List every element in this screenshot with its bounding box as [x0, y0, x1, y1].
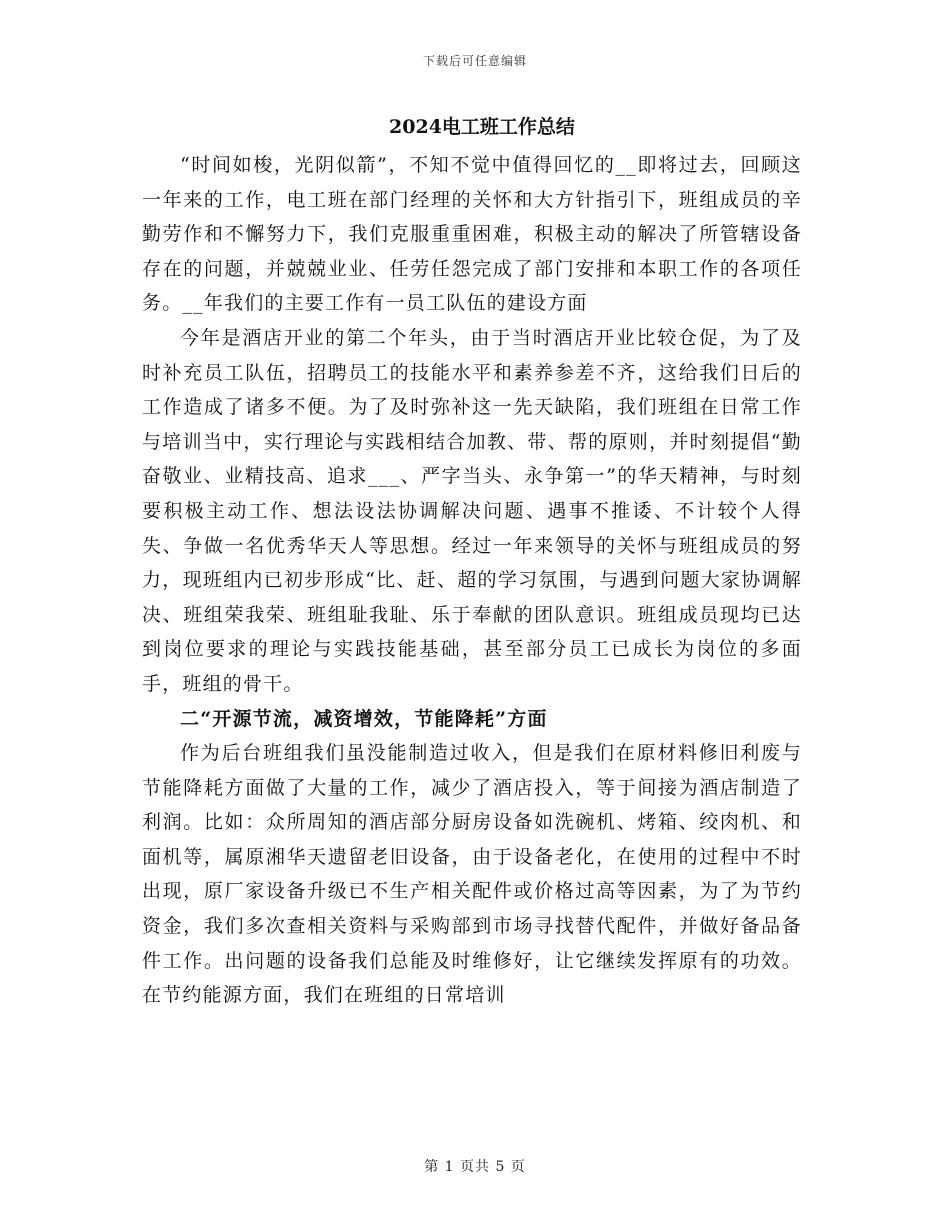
page-header: 下载后可任意编辑 [422, 54, 527, 68]
section-heading: 二“开源节流，减资增效，节能降耗”方面 [180, 707, 548, 730]
page-footer: 第 1 页共 5 页 [424, 1159, 526, 1175]
paragraph-intro: “时间如梭，光阴似箭”，不知不觉中值得回忆的__即将过去，回顾这一年来的工作，电工班在部门经理的关怀和大方针指引下，班组成员的辛勤劳作和不懈努力下，我们克服重重困难，积极主动的解决了所管辖设备存在的问题，并兢兢业业、任劳任怨完成了部门安排和本职工作的各项任务。__年我们的主要工作有一员工队伍的建设方面 [142, 154, 802, 315]
paragraph-savings: 作为后台班组我们虽没能制造过收入，但是我们在原材料修旧利废与节能降耗方面做了大量的工作，减少了酒店投入，等于间接为酒店制造了利润。比如：众所周知的酒店部分厨房设备如洗碗机、烤箱、绞肉机、和面机等，属原湘华天遗留老旧设备，由于设备老化，在使用的过程中不时出现，原厂家设备升级已不生产相关配件或价格过高等因素，为了为节约资金，我们多次查相关资料与采购部到市场寻找替代配件，并做好备品备件工作。出问题的设备我们总能及时维修好，让它继续发挥原有的功效。在节约能源方面，我们在班组的日常培训 [142, 742, 802, 1007]
document-body [142, 112, 802, 1013]
paragraph-staff: 今年是酒店开业的第二个年头，由于当时酒店开业比较仓促，为了及时补充员工队伍，招聘员工的技能水平和素养参差不齐，这给我们日后的工作造成了诸多不便。为了及时弥补这一先天缺陷，我们班组在日常工作与培训当中，实行理论与实践相结合加教、带、帮的原则，并时刻提倡“勤奋敬业、业精技高、追求___、严字当头、永争第一”的华天精神，与时刻要积极主动工作、想法设法协调解决问题、遇事不推诿、不计较个人得失、争做一名优秀华天人等思想。经过一年来领导的关怀与班组成员的努力，现班组内已初步形成“比、赶、超的学习氛围，与遇到问题大家协调解决、班组荣我荣、班组耻我耻、乐于奉献的团队意识。班组成员现均已达到岗位要求的理论与实践技能基础，甚至部分员工已成长为岗位的多面手，班组的骨干。 [142, 326, 802, 695]
document-title: 2024电工班工作总结 [389, 116, 575, 138]
